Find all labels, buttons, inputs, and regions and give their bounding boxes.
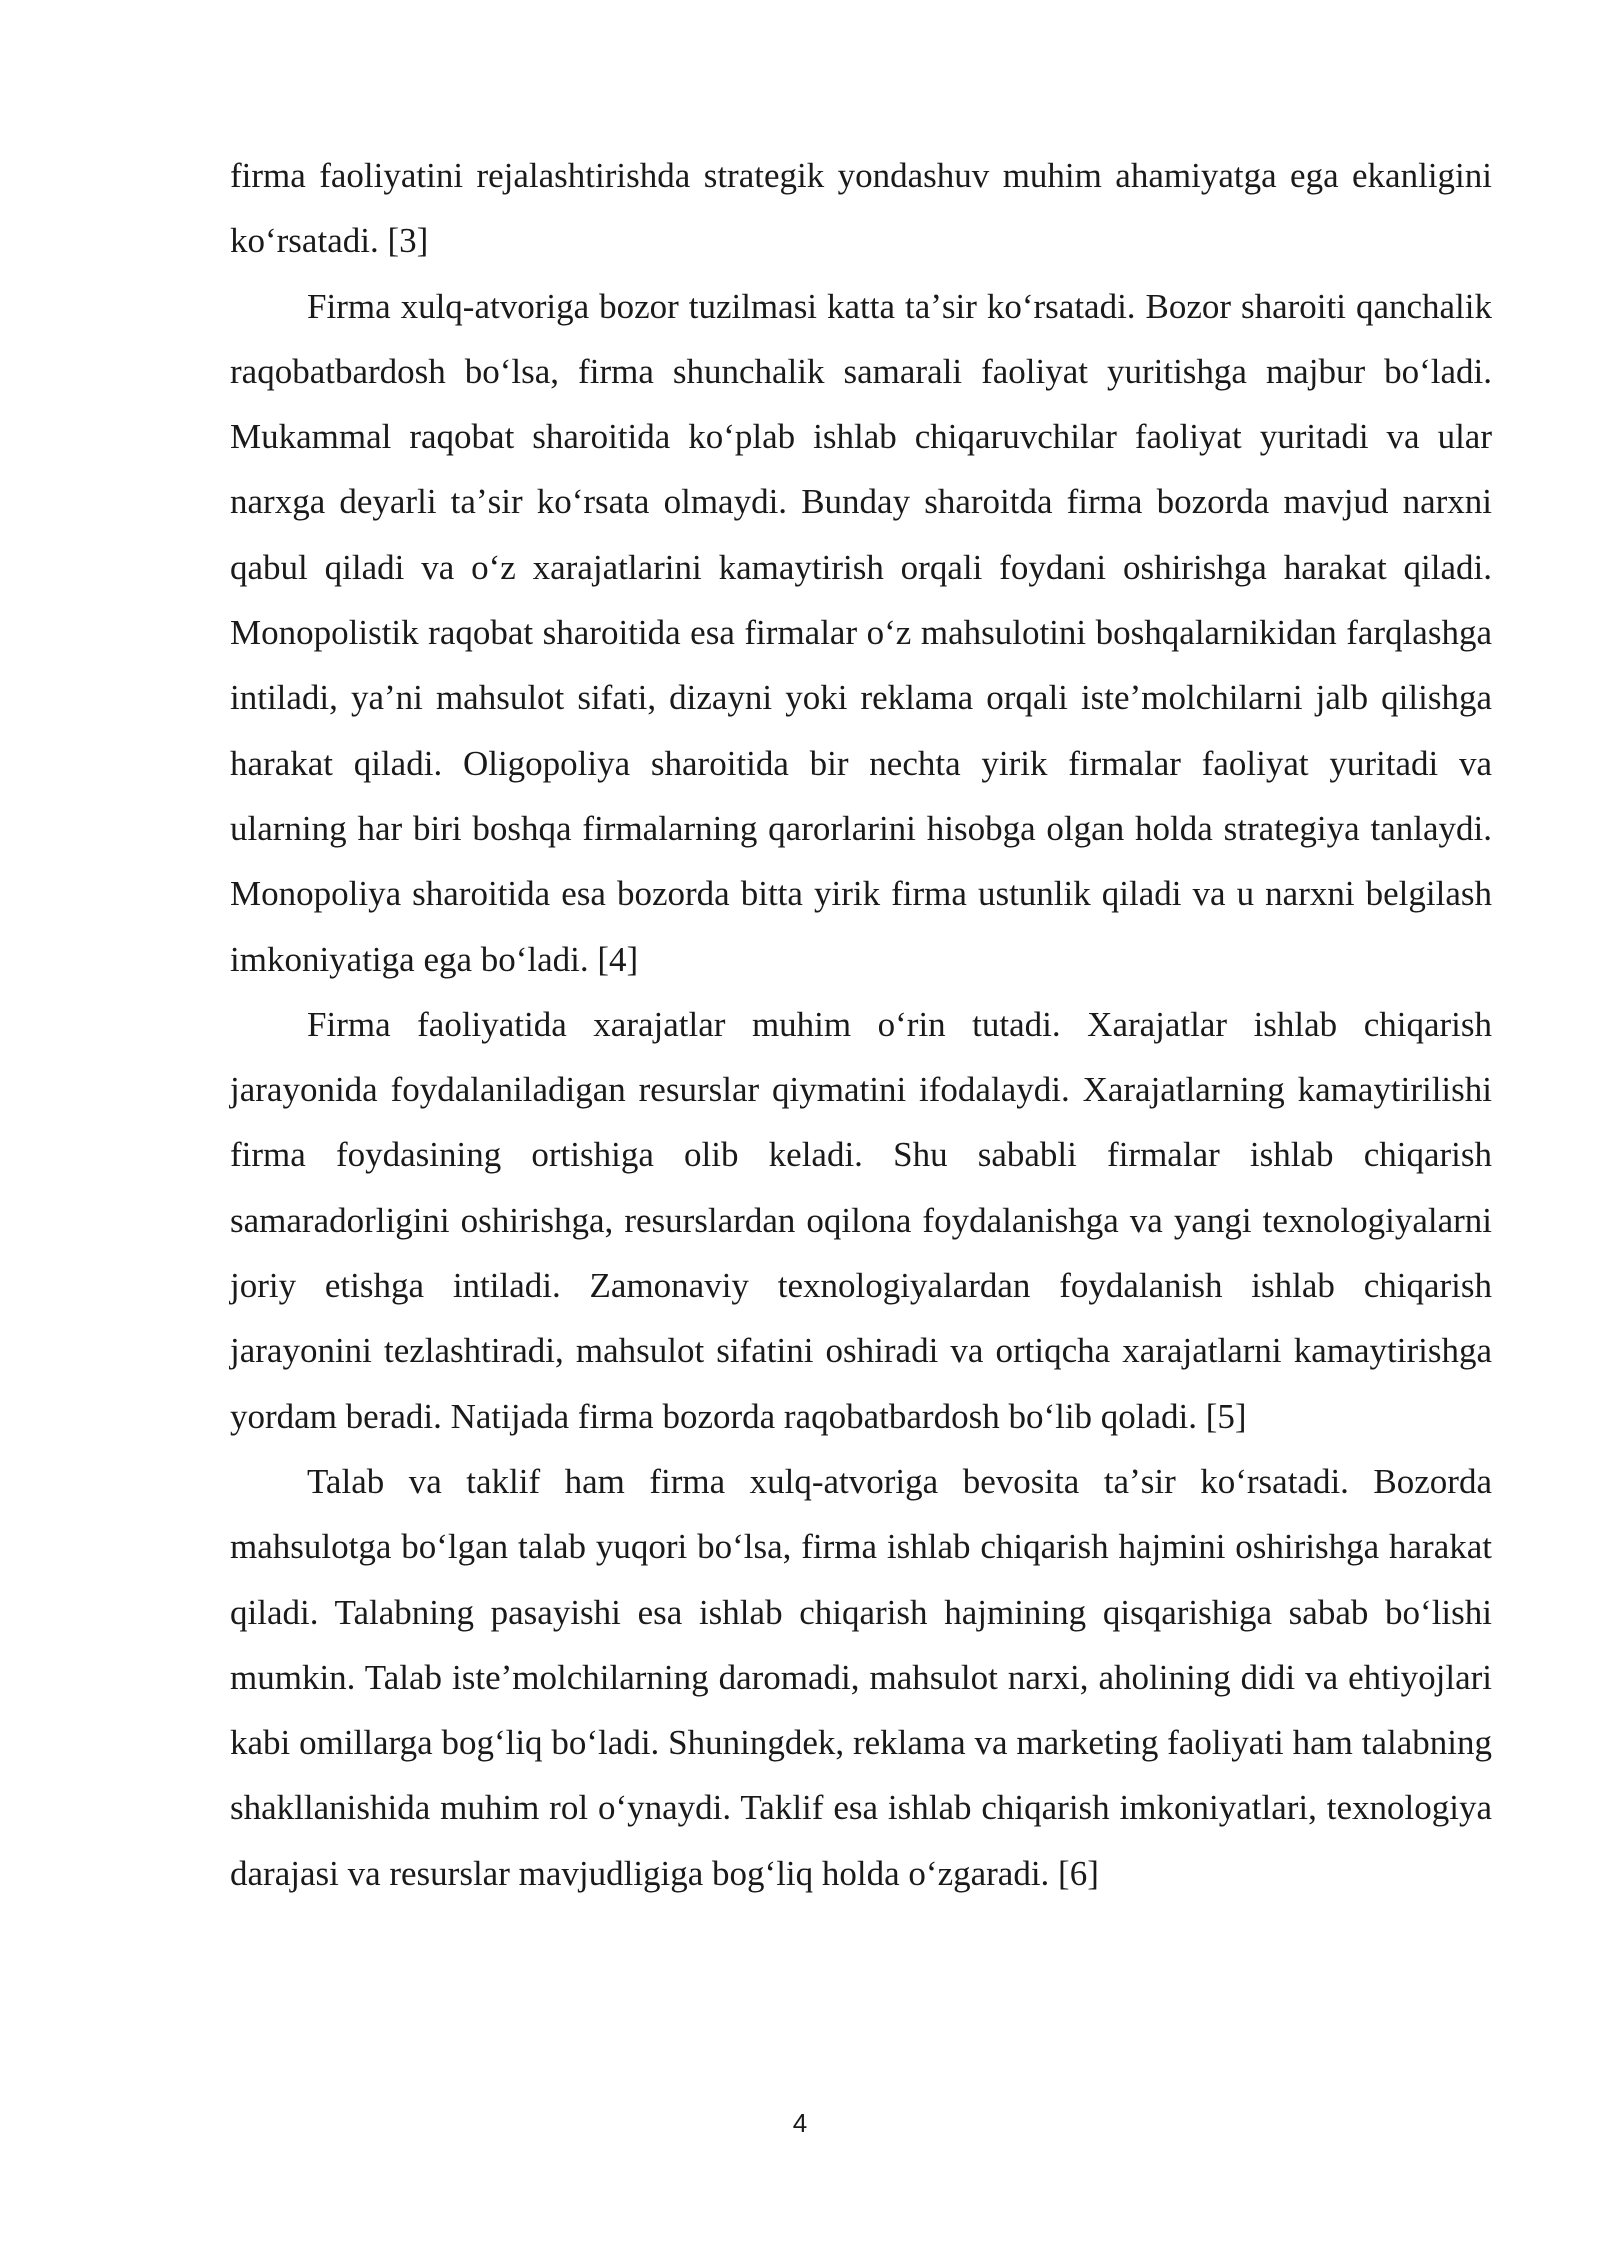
paragraph-supply-demand: Talab va taklif ham firma xulq-atvoriga bevosita taʼsir koʻrsatadi. Bozorda mahsulotga boʻlgan talab yuqori boʻlsa, firma ishlab chiqarish hajmini oshirishga harakat qiladi. Talabning pasayishi esa ishlab chiqarish hajmining qisqarishiga sabab boʻlishi mumkin. Talab isteʼmolchilarning daromadi, mahsulot narxi, aholining didi va ehtiyojlari kabi omillarga bogʻliq boʻladi. Shuningdek, reklama va marketing faoliyati ham talabning shakllanishida muhim rol oʻynaydi. Taklif esa ishlab chiqarish imkoniyatlari, texnologiya darajasi va resurslar mavjudligiga bogʻliq holda oʻzgaradi. [6]: [230, 1461, 1492, 1893]
paragraph-costs: Firma faoliyatida xarajatlar muhim oʻrin tutadi. Xarajatlar ishlab chiqarish jarayonida foydalaniladigan resurslar qiymatini ifodalaydi. Xarajatlarning kamaytirilishi firma foydasining ortishiga olib keladi. Shu sababli firmalar ishlab chiqarish samaradorligini oshirishga, resurslardan oqilona foydalanishga va yangi texnologiyalarni joriy etishga intiladi. Zamonaviy texnologiyalardan foydalanish ishlab chiqarish jarayonini tezlashtiradi, mahsulot sifatini oshiradi va ortiqcha xarajatlarni kamaytirishga yordam beradi. Natijada firma bozorda raqobatbardosh boʻlib qoladi. [5]: [230, 1004, 1492, 1436]
page-number: 4: [792, 2108, 808, 2138]
paragraph-market-structure: Firma xulq-atvoriga bozor tuzilmasi katta taʼsir koʻrsatadi. Bozor sharoiti qanchalik raqobatbardosh boʻlsa, firma shunchalik samarali faoliyat yuritishga majbur boʻladi. Mukammal raqobat sharoitida koʻplab ishlab chiqaruvchilar faoliyat yuritadi va ular narxga deyarli taʼsir koʻrsata olmaydi. Bunday sharoitda firma bozorda mavjud narxni qabul qiladi va oʻz xarajatlarini kamaytirish orqali foydani oshirishga harakat qiladi. Monopolistik raqobat sharoitida esa firmalar oʻz mahsulotini boshqalarnikidan farqlashga intiladi, yaʼni mahsulot sifati, dizayni yoki reklama orqali isteʼmolchilarni jalb qilishga harakat qiladi. Oligopoliya sharoitida bir nechta yirik firmalar faoliyat yuritadi va ularning har biri boshqa firmalarning qarorlarini hisobga olgan holda strategiya tanlaydi. Monopoliya sharoitida esa bozorda bitta yirik firma ustunlik qiladi va u narxni belgilash imkoniyatiga ega boʻladi. [4]: [230, 286, 1492, 979]
paragraph-continuation: firma faoliyatini rejalashtirishda strategik yondashuv muhim ahamiyatga ega ekanligini koʻrsatadi. [3]: [230, 156, 1492, 261]
body-text: [230, 143, 1492, 1906]
